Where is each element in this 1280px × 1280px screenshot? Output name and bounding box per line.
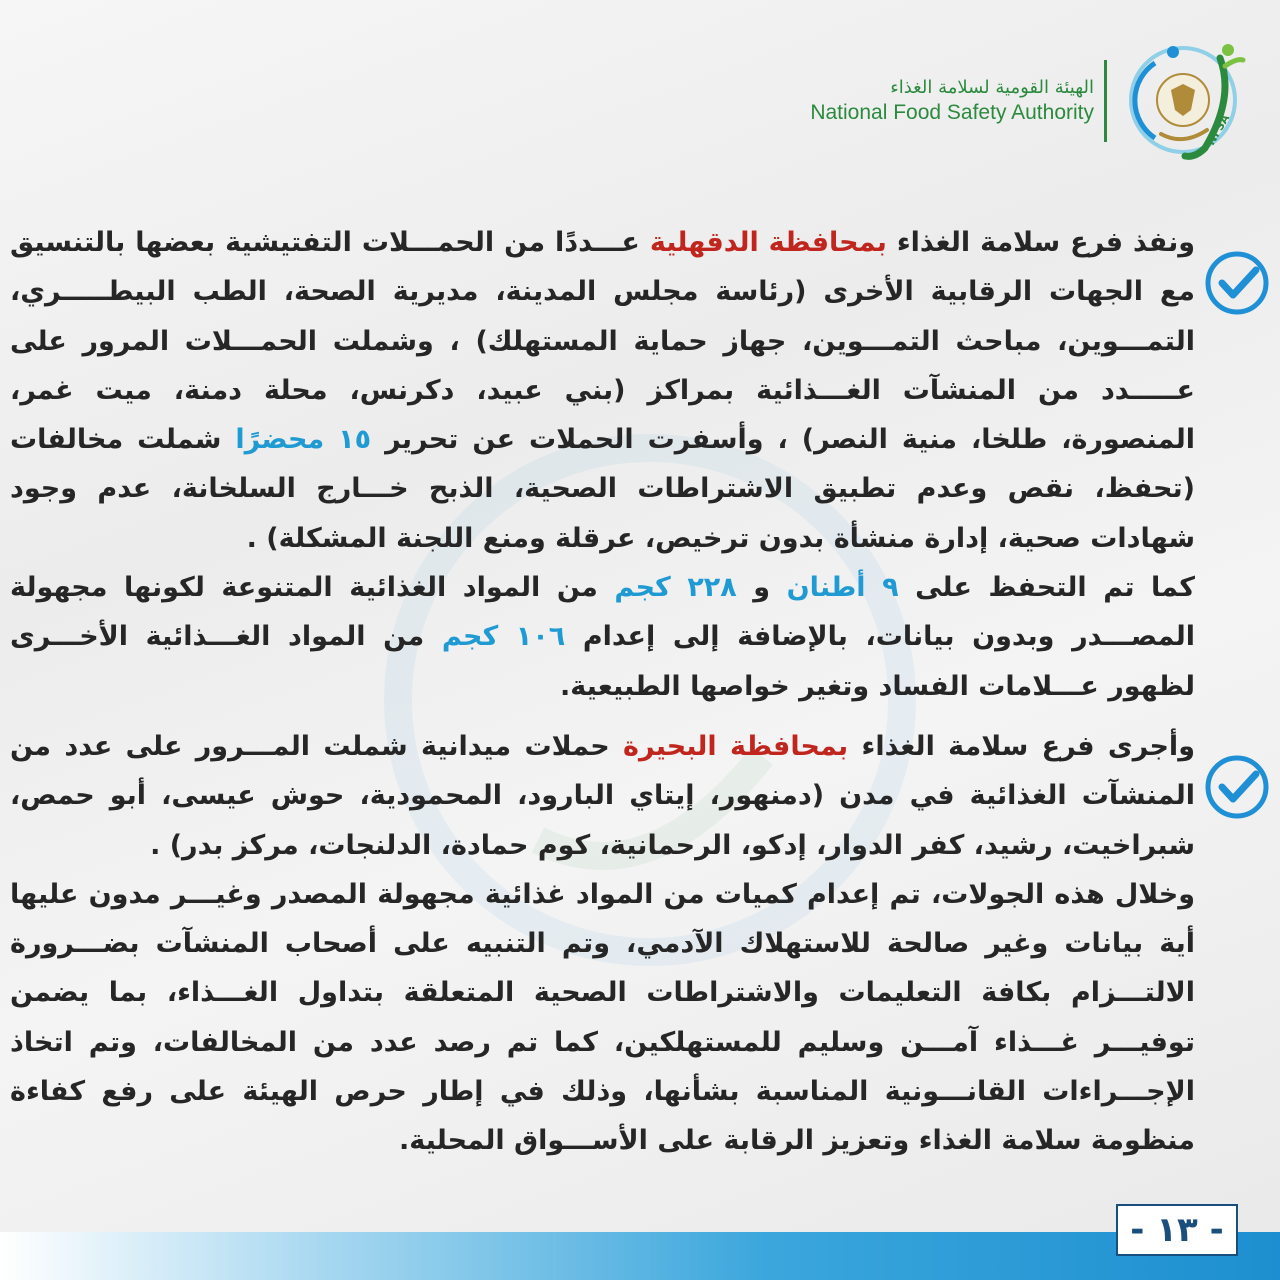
seized-tons: ٩ أطنان xyxy=(786,572,899,604)
header-divider xyxy=(1104,60,1107,142)
governorate-beheira: بمحافظة البحيرة xyxy=(623,731,849,762)
brand-english-name: National Food Safety Authority xyxy=(810,100,1094,124)
logo-text: NFSA xyxy=(1204,112,1233,148)
page-number: - ١٣ - xyxy=(1116,1204,1238,1256)
section-dakahlia xyxy=(10,218,1195,711)
footer-bar xyxy=(0,1232,1280,1280)
paragraph-beheira-campaigns: وأجرى فرع سلامة الغذاء بمحافظة البحيرة حملات ميدانية شملت المـــرور على عدد من المنشآت الغذائية في مدن (دمنهور، إيتاي البارود، المحمودية، حوش عيسى، أبو حمص، شبراخيت، رشيد، كفر الدوار، إدكو، الرحمانية، كوم حمادة، الدلنجات، مركز بدر) . xyxy=(10,731,1195,861)
section-beheira xyxy=(10,722,1195,1166)
brand-arabic-name: الهيئة القومية لسلامة الغذاء xyxy=(890,76,1094,98)
paragraph-dakahlia-seizures: كما تم التحفظ على ٩ أطنان و ٢٢٨ كجم من المواد الغذائية المتنوعة لكونها مجهولة المصـــدر وبدون بيانات، بالإضافة إلى إعدام ١٠٦ كجم من المواد الغـــذائية الأخـــرى لظهور عـــلامات الفساد وتغير خواصها الطبيعية. xyxy=(10,572,1195,702)
check-icon xyxy=(1204,250,1270,316)
destroyed-kg: ١٠٦ كجم xyxy=(441,621,566,653)
check-icon xyxy=(1204,754,1270,820)
nfsa-logo-icon xyxy=(1125,38,1250,163)
paragraph-beheira-results: وخلال هذه الجولات، تم إعدام كميات من المواد غذائية مجهولة المصدر وغيـــر مدون عليها أية بيانات وغير صالحة للاستهلاك الآدمي، وتم التنبيه على أصحاب المنشآت بضـــرورة الالتـــزام بكافة التعليمات والاشتراطات الصحية المتعلقة بتداول الغـــذاء، بما يضمن توفيـــر غـــذاء آمـــن وسليم للمستهلكين، كما تم رصد عدد من المخالفات، وتم اتخاذ الإجـــراءات القانـــونية المناسبة بشأنها، وذلك في إطار حرص الهيئة على رفع كفاءة منظومة سلامة الغذاء وتعزيز الرقابة على الأســـواق المحلية. xyxy=(10,878,1195,1157)
brand-block xyxy=(810,76,1094,126)
reports-count: ١٥ محضرًا xyxy=(235,424,372,456)
paragraph-dakahlia-campaigns: ونفذ فرع سلامة الغذاء بمحافظة الدقهلية عـــددًا من الحمـــلات التفتيشية بعضها بالتنسيق مع الجهات الرقابية الأخرى (رئاسة مجلس المدينة، مديرية الصحة، الطب البيطـــــري، التمـــوين، مباحث التمـــوين، جهاز حماية المستهلك) ، وشملت الحمـــلات المرور على عـــــدد من المنشآت الغـــذائية بمراكز (بني عبيد، دكرنس، محلة دمنة، ميت غمر، المنصورة، طلخا، منية النصر) ، وأسفرت الحملات عن تحرير ١٥ محضرًا شملت مخالفات (تحفظ، نقص وعدم تطبيق الاشتراطات الصحية، الذبح خـــارج السلخانة، عدم وجود شهادات صحية، إدارة منشأة بدون ترخيص، عرقلة ومنع اللجنة المشكلة) . xyxy=(10,227,1196,554)
header xyxy=(810,38,1250,163)
seized-kg: ٢٢٨ كجم xyxy=(614,572,737,604)
governorate-dakahlia: بمحافظة الدقهلية xyxy=(649,227,887,258)
